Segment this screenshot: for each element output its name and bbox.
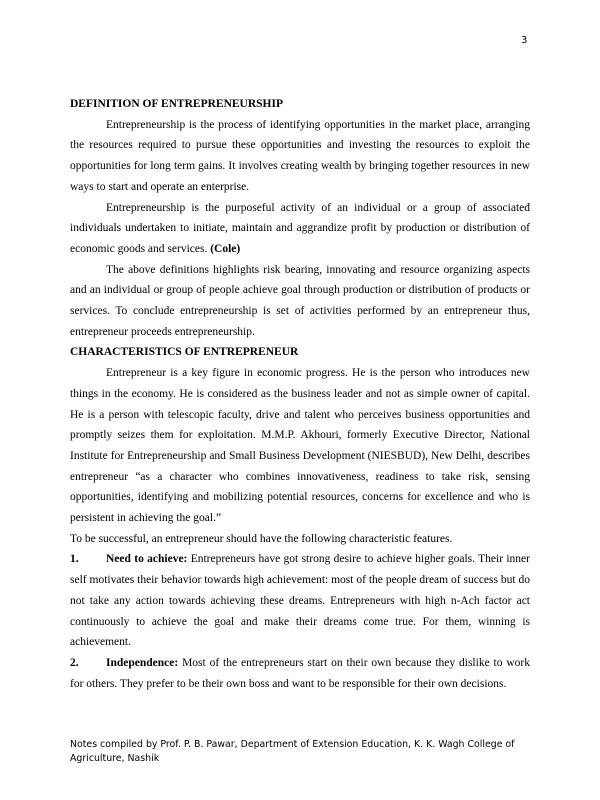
list-item-term: Independence: <box>106 656 179 669</box>
page-footer: Notes compiled by Prof. P. B. Pawar, Department of Extension Education, K. K. Wagh College of Agriculture, Nashik <box>70 739 515 764</box>
definition-paragraph-3: The above definitions highlights risk bearing, innovating and resource organizing aspects and an individual or group of people achieve goal through production or distribution of products or services. To conclude entrepreneurship is set of activities performed by an entrepreneur thus, entrepreneur proceeds entrepreneurship. <box>70 263 530 338</box>
page-number: 3 <box>521 35 528 46</box>
characteristics-paragraph-1: Entrepreneur is a key figure in economic progress. He is the person who introduces new things in the economy. He is considered as the business leader and not as simple owner of capital. He is a person with telescopic faculty, drive and talent who perceives business opportunities and promptly seizes them for exploitation. M.M.P. Akhouri, formerly Executive Director, National Institute for Entrepreneurship and Small Business Development (NIESBUD), New Delhi, describes entrepreneur “as a character who combines innovativeness, readiness to take risk, sensing opportunities, identifying and mobilizing potential resources, concerns for excellence and who is persistent in achieving the goal.” <box>70 367 530 525</box>
definition-paragraph-2 <box>70 198 530 260</box>
definition-paragraph-2-text: Entrepreneurship is the purposeful activity of an individual or a group of associated individuals undertaken to initiate, maintain and aggrandize profit by production or distribution of economic goods and services. <box>70 201 530 255</box>
definition-heading: DEFINITION OF ENTREPRENEURSHIP <box>70 98 283 110</box>
list-item-number: 1. <box>70 553 79 566</box>
list-item-number: 2. <box>70 656 79 669</box>
list-item-independence <box>70 653 530 694</box>
list-item-text: Entrepreneurs have got strong desire to achieve higher goals. Their inner self motivates their behavior towards high achievement: most of the people dream of success but do not take any action towards achieving these dreams. Entrepreneurs with high n-Ach factor act continuously to achieve the goal and make their dreams come true. For them, winning is achievement. <box>70 553 530 649</box>
list-item-need-to-achieve <box>70 549 530 653</box>
citation-cole: (Cole) <box>210 242 241 255</box>
characteristics-heading: CHARACTERISTICS OF ENTREPRENEUR <box>70 346 299 359</box>
page-content <box>70 94 530 694</box>
definition-paragraph-1: Entrepreneurship is the process of identifying opportunities in the market place, arranging the resources required to pursue these opportunities and investing the resources to exploit the opportunities for long term gains. It involves creating wealth by bringing together resources in new ways to start and operate an enterprise. <box>70 118 530 193</box>
list-item-text: Most of the entrepreneurs start on their own because they dislike to work for others. They prefer to be their own boss and want to be responsible for their own decisions. <box>70 656 530 690</box>
characteristics-intro: To be successful, an entrepreneur should have the following characteristic features. <box>70 532 453 545</box>
list-item-term: Need to achieve: <box>106 553 188 566</box>
